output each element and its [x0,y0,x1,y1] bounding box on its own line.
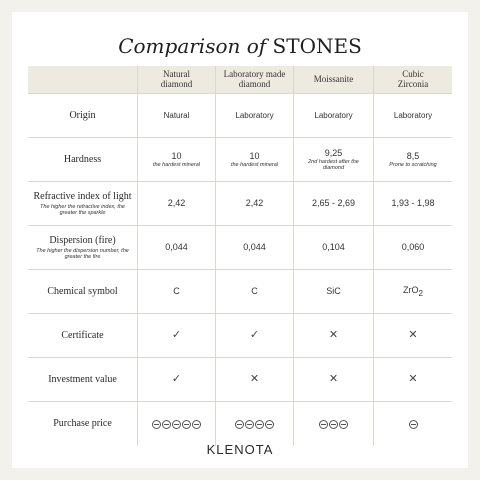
chemical-value: C [138,270,216,314]
cross-icon: ✕ [374,314,452,358]
refraction-value: 2,42 [138,182,216,226]
row-label-price: Purchase price [28,402,138,446]
row-label-refraction: Refractive index of light The higher the refractive index, the greater the sparkle [28,182,138,226]
row-label-dispersion: Dispersion (fire) The higher the dispersion number, the greater the fire [28,226,138,270]
price-value [138,402,216,446]
coin-icon [162,420,171,429]
refraction-value: 1,93 - 1,98 [374,182,452,226]
header-empty [28,66,138,94]
coin-icon [245,420,254,429]
check-icon: ✓ [216,314,294,358]
dispersion-value: 0,060 [374,226,452,270]
coin-icon [339,420,348,429]
coin-icon [255,420,264,429]
header-cubic-zirconia: Cubic Zirconia [374,66,452,94]
hardness-value: 10 the hardest mineral [216,138,294,182]
refraction-value: 2,65 - 2,69 [294,182,374,226]
cross-icon: ✕ [374,358,452,402]
coin-icon [192,420,201,429]
comparison-table [28,66,452,446]
refraction-value: 2,42 [216,182,294,226]
coin-icon [409,420,418,429]
dispersion-value: 0,044 [138,226,216,270]
coin-icon [152,420,161,429]
price-value [374,402,452,446]
chemical-value: SiC [294,270,374,314]
origin-value: Laboratory [294,94,374,138]
header-moissanite: Moissanite [294,66,374,94]
header-lab-diamond: Laboratory made diamond [216,66,294,94]
cross-icon: ✕ [294,314,374,358]
hardness-value: 9,25 2nd hardest after the diamond [294,138,374,182]
price-value [294,402,374,446]
brand-logo: KLENOTA [206,442,274,457]
coin-icon [319,420,328,429]
coin-icon [172,420,181,429]
page-title [12,34,468,58]
row-label-chemical: Chemical symbol [28,270,138,314]
coin-icon [235,420,244,429]
coin-icon [329,420,338,429]
dispersion-value: 0,044 [216,226,294,270]
chemical-value: ZrO$_2$ [374,270,452,314]
comparison-card [12,12,468,468]
coin-icon [265,420,274,429]
cross-icon: ✕ [294,358,374,402]
title-italic: Comparison of [118,34,267,58]
row-label-investment: Investment value [28,358,138,402]
row-label-hardness: Hardness [28,138,138,182]
check-icon: ✓ [138,358,216,402]
origin-value: Natural [138,94,216,138]
row-label-certificate: Certificate [28,314,138,358]
chemical-value: C [216,270,294,314]
origin-value: Laboratory [374,94,452,138]
check-icon: ✓ [138,314,216,358]
header-natural-diamond: Natural diamond [138,66,216,94]
hardness-value: 10 the hardest mineral [138,138,216,182]
row-label-origin: Origin [28,94,138,138]
dispersion-value: 0,104 [294,226,374,270]
coin-icon [182,420,191,429]
hardness-value: 8,5 Prone to scratching [374,138,452,182]
price-value [216,402,294,446]
origin-value: Laboratory [216,94,294,138]
title-caps: STONES [272,34,362,58]
cross-icon: ✕ [216,358,294,402]
